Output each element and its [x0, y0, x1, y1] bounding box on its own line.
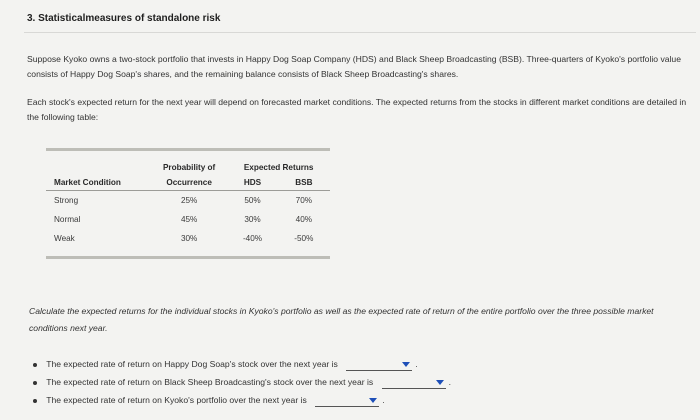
header-probability-line2: Occurrence: [151, 175, 227, 191]
probability-cell: 30%: [180, 234, 198, 243]
sentence-end: .: [382, 395, 385, 405]
instructions-paragraph: Each stock's expected return for the next year will depend on forecasted market conditions. The expected returns from the stocks in different market conditions are detailed in the following table:: [27, 97, 687, 122]
answer-prompt-bsb: The expected rate of return on Black Sheep Broadcasting's stock over the next year is: [46, 377, 374, 387]
bsb-return-cell: -50%: [294, 234, 314, 243]
bsb-return-dropdown[interactable]: [382, 377, 446, 389]
bullet-dot: [33, 381, 37, 385]
header-blank: [46, 159, 151, 175]
condition-cell: Normal: [54, 215, 81, 224]
caret-down-icon: [402, 362, 410, 367]
probability-cell: 25%: [180, 196, 198, 205]
returns-table-container: [46, 148, 330, 259]
hds-return-cell: 50%: [244, 196, 261, 205]
hds-return-cell: 30%: [244, 215, 261, 224]
table-top-rule: [46, 148, 330, 151]
bullet-dot: [33, 363, 37, 367]
header-market-condition: Market Condition: [46, 175, 151, 191]
header-bsb: BSB: [278, 175, 330, 191]
caret-down-icon: [369, 398, 377, 403]
table-bottom-rule: [46, 256, 330, 259]
condition-cell: Weak: [54, 234, 75, 243]
divider: [24, 32, 696, 33]
list-item: [33, 391, 673, 409]
table-row: [46, 191, 330, 211]
page-title: 3. Statisticalmeasures of standalone risk: [27, 13, 221, 24]
bullet-dot: [33, 399, 37, 403]
list-item: [33, 373, 673, 391]
hds-return-dropdown[interactable]: [346, 359, 412, 371]
condition-cell: Strong: [54, 196, 79, 205]
hds-return-cell: -40%: [242, 234, 263, 243]
answer-prompt-portfolio: The expected rate of return on Kyoko's portfolio over the next year is: [46, 395, 307, 405]
returns-table: [46, 159, 330, 248]
answer-prompt-hds: The expected rate of return on Happy Dog Soap's stock over the next year is: [46, 359, 338, 369]
list-item: [33, 355, 673, 373]
question-prompt: Calculate the expected returns for the individual stocks in Kyoko's portfolio as well as the expected rate of return of the entire portfolio over the three possible market conditions next year.: [29, 306, 654, 333]
header-hds: HDS: [227, 175, 277, 191]
header-expected-returns: Expected Returns: [243, 162, 314, 172]
caret-down-icon: [436, 380, 444, 385]
sentence-end: .: [448, 377, 451, 387]
answer-list: [33, 355, 673, 409]
portfolio-return-dropdown[interactable]: [315, 395, 379, 407]
table-row: [46, 229, 330, 248]
table-row: [46, 210, 330, 229]
bsb-return-cell: 40%: [295, 215, 313, 224]
intro-paragraph: Suppose Kyoko owns a two-stock portfolio that invests in Happy Dog Soap Company (HDS) and Black Sheep Broadcasting (BSB). Three-quarters of Kyoko's portfolio value consists of Happy Dog Soap's shares, and the remaining balance consists of Black Sheep Broadcasting's shares.: [27, 54, 681, 79]
sentence-end: .: [415, 359, 418, 369]
header-probability-line1: Probability of: [162, 162, 216, 172]
bsb-return-cell: 70%: [295, 196, 313, 205]
probability-cell: 45%: [180, 215, 198, 224]
